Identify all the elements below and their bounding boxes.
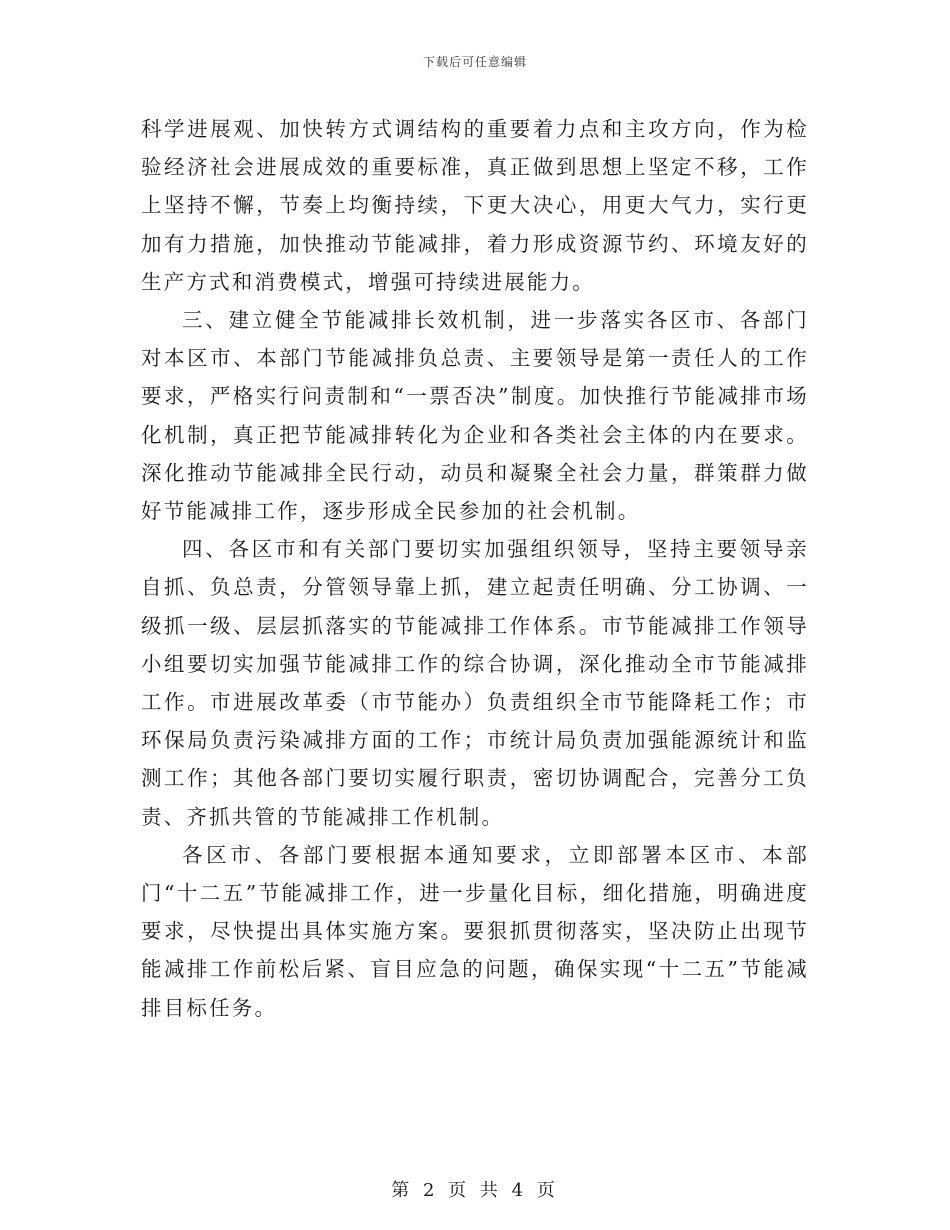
header-note: 下载后可任意编辑 — [422, 55, 527, 69]
paragraph-section-three: 三、建立健全节能减排长效机制，进一步落实各区市、各部门对本区市、本部门节能减排负总责、主要领导是第一责任人的工作要求，严格实行问责制和“一票否决”制度。加快推行节能减排市场化机制，真正把节能减排转化为企业和各类社会主体的内在要求。深化推动节能减排全民行动，动员和凝聚全社会力量，群策群力做好节能减排工作，逐步形成全民参加的社会机制。 — [141, 308, 809, 524]
paragraph-section-four: 四、各区市和有关部门要切实加强组织领导，坚持主要领导亲自抓、负总责，分管领导靠上抓，建立起责任明确、分工协调、一级抓一级、层层抓落实的节能减排工作体系。市节能减排工作领导小组要切实加强节能减排工作的综合协调，深化推动全市节能减排工作。市进展改革委（市节能办）负责组织全市节能降耗工作；市环保局负责污染减排方面的工作；市统计局负责加强能源统计和监测工作；其他各部门要切实履行职责，密切协调配合，完善分工负责、齐抓共管的节能减排工作机制。 — [141, 537, 809, 829]
page-number-footer: 第 2 页 共 4 页 — [391, 1180, 559, 1201]
document-body — [141, 110, 809, 1027]
paragraph-closing: 各区市、各部门要根据本通知要求，立即部署本区市、本部门“十二五”节能减排工作，进一步量化目标，细化措施，明确进度要求，尽快提出具体实施方案。要狠抓贯彻落实，坚决防止出现节能减排工作前松后紧、盲目应急的问题，确保实现“十二五”节能减排目标任务。 — [141, 842, 809, 1020]
paragraph-continuation: 科学进展观、加快转方式调结构的重要着力点和主攻方向，作为检验经济社会进展成效的重要标准，真正做到思想上坚定不移，工作上坚持不懈，节奏上均衡持续，下更大决心，用更大气力，实行更加有力措施，加快推动节能减排，着力形成资源节约、环境友好的生产方式和消费模式，增强可持续进展能力。 — [141, 117, 809, 294]
